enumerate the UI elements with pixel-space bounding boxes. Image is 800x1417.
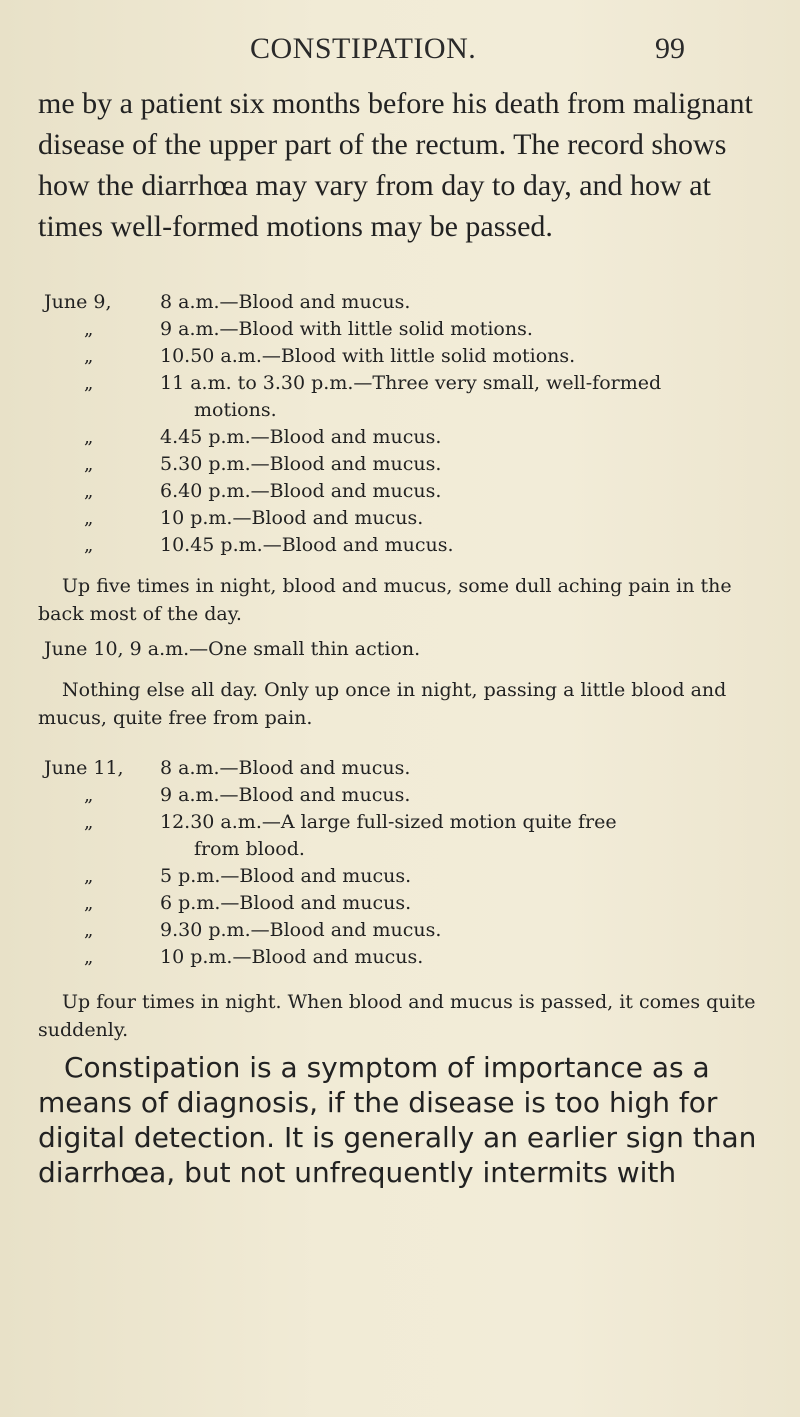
entry-row [0,944,800,971]
entry-row [0,890,800,917]
entry-row [0,370,800,397]
entry-row [0,397,800,424]
entry-text: 10 p.m.—Blood and mucus. [160,946,424,968]
entry-row [0,532,800,559]
entry-date: June 9, [44,291,112,313]
conclusion-paragraph: Constipation is a symptom of importance as a means of diagnosis, if the disease is too high for digital detection. It is generally an earlier sign than diarrhœa, but not unfrequently intermits with [38,1051,757,1189]
entry-row [0,505,800,532]
june-9-note: Up five times in night, blood and mucus, some dull aching pain in the back most of the day. [38,575,732,625]
entry-text: 10.50 a.m.—Blood with little solid motions. [160,345,576,367]
entry-text: 9 a.m.—Blood with little solid motions. [160,318,533,340]
ditto-mark: „ [84,346,94,367]
ditto-mark: „ [84,427,94,448]
entry-text: 8 a.m.—Blood and mucus. [160,291,411,313]
june-10-note: Nothing else all day. Only up once in night, passing a little blood and mucus, quite free from pain. [38,679,727,729]
ditto-mark: „ [84,454,94,475]
entry-row [0,316,800,343]
entry-row [0,809,800,836]
entry-row [0,451,800,478]
entry-row [0,836,800,863]
entry-text: June 10, 9 a.m.—One small thin action. [44,638,421,660]
june-10-entry-row [0,636,800,663]
entry-row [0,755,800,782]
entry-date: June 11, [44,757,124,779]
entry-row [0,782,800,809]
entry-text: 9 a.m.—Blood and mucus. [160,784,411,806]
entry-text: 9.30 p.m.—Blood and mucus. [160,919,442,941]
ditto-mark: „ [84,920,94,941]
ditto-mark: „ [84,812,94,833]
entry-row [0,917,800,944]
ditto-mark: „ [84,373,94,394]
entry-text: 12.30 a.m.—A large full-sized motion quite free [160,811,617,833]
running-title: CONSTIPATION. [250,32,477,65]
ditto-mark: „ [84,893,94,914]
ditto-mark: „ [84,319,94,340]
ditto-mark: „ [84,481,94,502]
entry-row [0,424,800,451]
ditto-mark: „ [84,947,94,968]
entry-text: 6 p.m.—Blood and mucus. [160,892,412,914]
entry-text-continued: motions. [194,399,277,421]
entry-text: 8 a.m.—Blood and mucus. [160,757,411,779]
entry-row [0,289,800,316]
page-header [0,14,800,64]
entry-text: 11 a.m. to 3.30 p.m.—Three very small, well-formed [160,372,662,394]
page-number: 99 [655,32,685,65]
entry-row [0,478,800,505]
entry-text: 5.30 p.m.—Blood and mucus. [160,453,442,475]
entry-row [0,343,800,370]
intro-paragraph: me by a patient six months before his death from malignant disease of the upper part of the rectum. The record shows how the diarrhœa may vary from day to day, and how at times well-formed motions may be passed. [38,87,753,243]
entry-text: 10 p.m.—Blood and mucus. [160,507,424,529]
ditto-mark: „ [84,785,94,806]
ditto-mark: „ [84,866,94,887]
entry-text-continued: from blood. [194,838,305,860]
entry-text: 10.45 p.m.—Blood and mucus. [160,534,454,556]
entry-row [0,863,800,890]
june-11-note: Up four times in night. When blood and mucus is passed, it comes quite suddenly. [38,991,756,1041]
ditto-mark: „ [84,535,94,556]
entry-text: 5 p.m.—Blood and mucus. [160,865,412,887]
entry-text: 6.40 p.m.—Blood and mucus. [160,480,442,502]
entry-text: 4.45 p.m.—Blood and mucus. [160,426,442,448]
ditto-mark: „ [84,508,94,529]
